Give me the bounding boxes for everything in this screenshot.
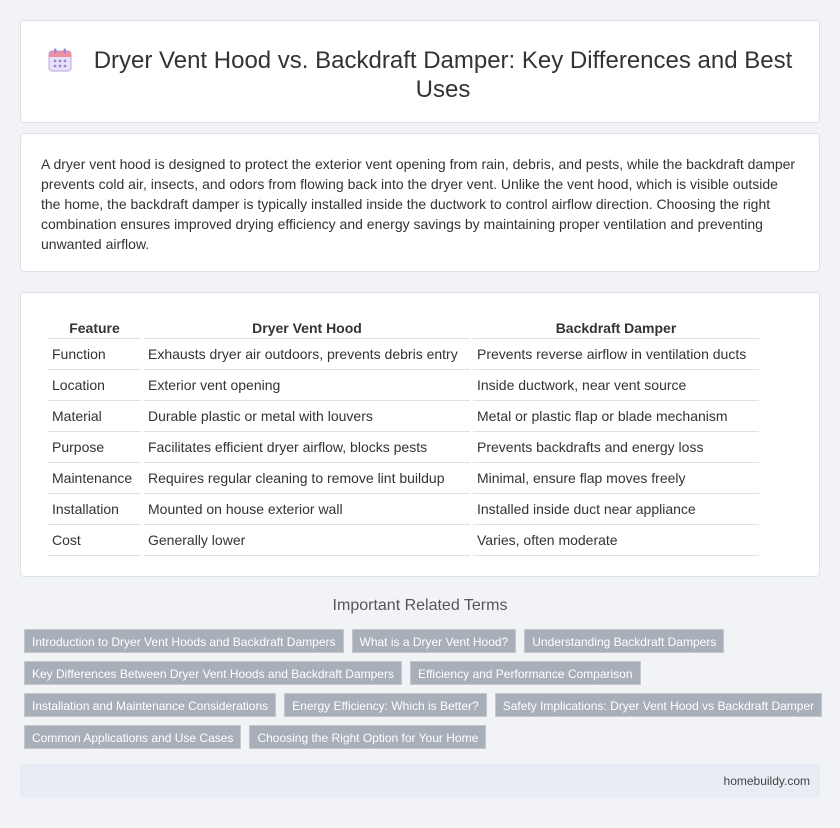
- feature-cell: Function: [48, 339, 141, 370]
- header-backdraft-damper: Backdraft Damper: [473, 313, 759, 339]
- feature-cell: Location: [48, 370, 141, 401]
- vent-hood-cell: Facilitates efficient dryer airflow, blocks pests: [144, 432, 470, 463]
- feature-cell: Installation: [48, 494, 141, 525]
- related-term-link[interactable]: Choosing the Right Option for Your Home: [249, 725, 486, 749]
- vent-hood-cell: Generally lower: [144, 525, 470, 556]
- table-row: [48, 525, 759, 556]
- damper-cell: Minimal, ensure flap moves freely: [473, 463, 759, 494]
- vent-hood-cell: Exhausts dryer air outdoors, prevents debris entry: [144, 339, 470, 370]
- feature-cell: Purpose: [48, 432, 141, 463]
- header-dryer-vent-hood: Dryer Vent Hood: [144, 313, 470, 339]
- damper-cell: Varies, often moderate: [473, 525, 759, 556]
- vent-hood-cell: Mounted on house exterior wall: [144, 494, 470, 525]
- footer-site-link[interactable]: homebuildy.com: [723, 774, 810, 788]
- damper-cell: Metal or plastic flap or blade mechanism: [473, 401, 759, 432]
- related-term-link[interactable]: Common Applications and Use Cases: [24, 725, 241, 749]
- table-row: [48, 463, 759, 494]
- damper-cell: Inside ductwork, near vent source: [473, 370, 759, 401]
- feature-cell: Maintenance: [48, 463, 141, 494]
- related-term-link[interactable]: What is a Dryer Vent Hood?: [352, 629, 517, 653]
- related-term-link[interactable]: Installation and Maintenance Considerations: [24, 693, 276, 717]
- related-terms-list: [24, 629, 824, 749]
- related-term-link[interactable]: Key Differences Between Dryer Vent Hoods and Backdraft Dampers: [24, 661, 402, 685]
- vent-hood-cell: Exterior vent opening: [144, 370, 470, 401]
- intro-paragraph: A dryer vent hood is designed to protect the exterior vent opening from rain, debris, and pests, while the backdraft damper prevents cold air, insects, and odors from flowing back into the dryer vent. Unlike the vent hood, which is visible outside the home, the backdraft damper is typically installed inside the ductwork to control airflow direction. Choosing the right combination ensures improved drying efficiency and energy savings by maintaining proper ventilation and preventing unwanted airflow.: [41, 156, 796, 252]
- feature-cell: Cost: [48, 525, 141, 556]
- related-term-link[interactable]: Energy Efficiency: Which is Better?: [284, 693, 487, 717]
- page-title: Dryer Vent Hood vs. Backdraft Damper: Key Differences and Best Uses: [93, 47, 793, 103]
- comparison-table: [45, 313, 762, 556]
- header-card: [20, 20, 820, 123]
- related-term-link[interactable]: Safety Implications: Dryer Vent Hood vs Backdraft Damper: [495, 693, 822, 717]
- damper-cell: Prevents reverse airflow in ventilation ducts: [473, 339, 759, 370]
- damper-cell: Prevents backdrafts and energy loss: [473, 432, 759, 463]
- intro-card: [20, 133, 820, 272]
- calendar-icon: [47, 47, 73, 73]
- header-feature: Feature: [48, 313, 141, 339]
- table-header-row: [48, 313, 759, 339]
- table-row: [48, 401, 759, 432]
- vent-hood-cell: Requires regular cleaning to remove lint buildup: [144, 463, 470, 494]
- feature-cell: Material: [48, 401, 141, 432]
- related-term-link[interactable]: Efficiency and Performance Comparison: [410, 661, 641, 685]
- related-terms-title: Important Related Terms: [332, 597, 508, 614]
- comparison-table-card: [20, 292, 820, 577]
- damper-cell: Installed inside duct near appliance: [473, 494, 759, 525]
- vent-hood-cell: Durable plastic or metal with louvers: [144, 401, 470, 432]
- footer: [20, 764, 820, 798]
- table-row: [48, 494, 759, 525]
- table-row: [48, 370, 759, 401]
- table-row: [48, 339, 759, 370]
- related-term-link[interactable]: Introduction to Dryer Vent Hoods and Backdraft Dampers: [24, 629, 344, 653]
- table-row: [48, 432, 759, 463]
- related-term-link[interactable]: Understanding Backdraft Dampers: [524, 629, 724, 653]
